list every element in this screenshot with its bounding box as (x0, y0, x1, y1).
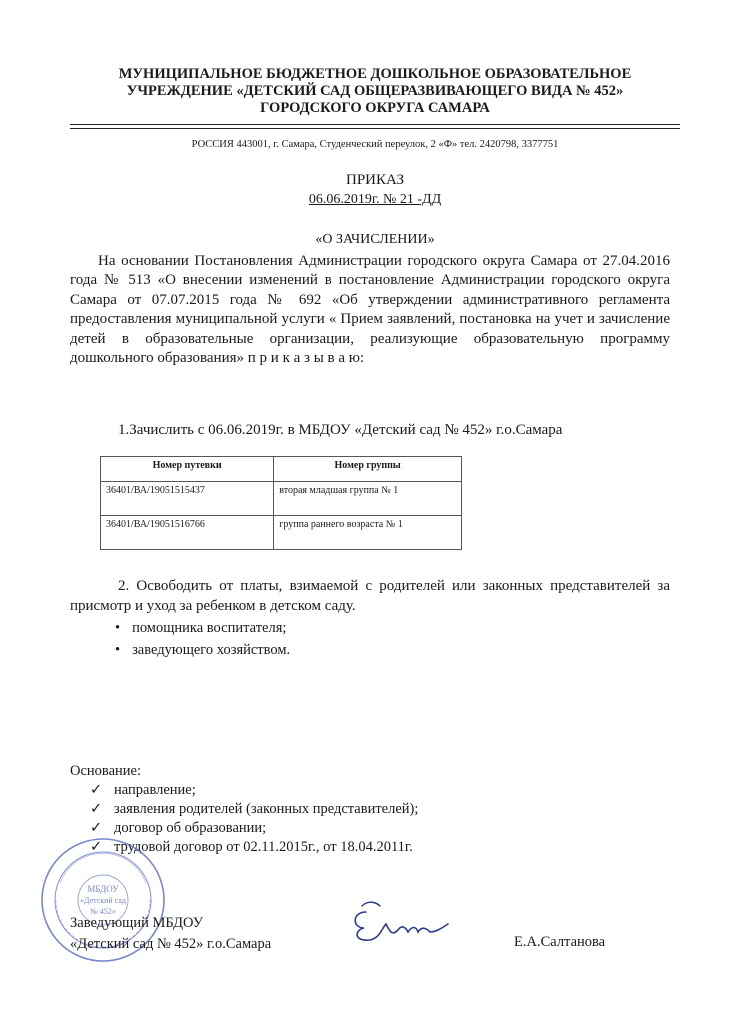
header-rule-thin (70, 128, 680, 129)
signature-icon (346, 898, 466, 946)
grounds-item-text: направление; (114, 782, 196, 798)
svg-text:«Детский сад: «Детский сад (80, 896, 126, 905)
fee-exemption-item: 2. Освободить от платы, взимаемой с родителей или законных представителей за присмотр и уход за ребенком в детском саду. (70, 578, 670, 614)
order-title: ПРИКАЗ (346, 172, 404, 188)
group-name-cell: вторая младшая группа № 1 (274, 482, 462, 516)
order-basis-paragraph: На основании Постановления Администрации городского округа Самара от 27.04.2016 года № 513 «О внесении изменений в постановление Администрации городского округа Самара от 07.07.2015 года № 692 «Об утверждении административного регламента предоставления муниципальной услуги « Прием заявлений, постановка на учет и зачисление детей в образовательные организации, реализующие образовательную программу дошкольного образования» п р и к а з ы в а ю: (70, 253, 670, 367)
table-header-row (101, 457, 462, 482)
exemption-bullet-list (115, 617, 290, 661)
grounds-item-text: договор об образовании; (114, 820, 267, 836)
list-item (90, 800, 418, 819)
grounds-title: Основание: (70, 763, 141, 779)
table-header-group: Номер группы (274, 457, 462, 482)
checkmark-icon: ✓ (90, 820, 103, 836)
checkmark-icon: ✓ (90, 801, 103, 817)
enrollment-table (100, 456, 462, 550)
svg-text:№ 452»: № 452» (90, 907, 116, 916)
signatory-name: Е.А.Салтанова (514, 934, 606, 950)
signatory-position-line-2: «Детский сад № 452» г.о.Самара (70, 936, 272, 952)
svg-text:МБДОУ: МБДОУ (87, 884, 119, 894)
checkmark-icon: ✓ (90, 839, 103, 855)
order-date-number (70, 192, 680, 208)
voucher-number-cell: 36401/ВА/19051515437 (101, 482, 274, 516)
table-row (101, 516, 462, 550)
group-name-cell: группа раннего возраста № 1 (274, 516, 462, 550)
list-item: • заведующего хозяйством. (115, 639, 290, 661)
list-item: • помощника воспитателя; (115, 617, 290, 639)
order-date-number-text: 06.06.2019г. № 21 -ДД (308, 192, 442, 207)
checkmark-icon: ✓ (90, 782, 103, 798)
grounds-item-text: трудовой договор от 02.11.2015г., от 18.04.2011г. (114, 839, 413, 855)
voucher-number-cell: 36401/ВА/19051516766 (101, 516, 274, 550)
handwritten-signature (346, 898, 466, 951)
table-header-voucher: Номер путевки (101, 457, 274, 482)
header-rule-thick (70, 124, 680, 125)
signatory-position (70, 913, 271, 955)
list-item (90, 781, 418, 800)
org-line-3: ГОРОДСКОГО ОКРУГА САМАРА (260, 100, 490, 116)
signatory-position-line-1: Заведующий МБДОУ (70, 915, 203, 931)
enrollment-item: 1.Зачислить с 06.06.2019г. в МБДОУ «Детский сад № 452» г.о.Самара (118, 422, 563, 438)
table-row (101, 482, 462, 516)
org-line-2: УЧРЕЖДЕНИЕ «ДЕТСКИЙ САД ОБЩЕРАЗВИВАЮЩЕГО ВИДА № 452» (126, 83, 624, 99)
org-line-1: МУНИЦИПАЛЬНОЕ БЮДЖЕТНОЕ ДОШКОЛЬНОЕ ОБРАЗОВАТЕЛЬНОЕ (118, 66, 632, 82)
organization-address: РОССИЯ 443001, г. Самара, Студенческий переулок, 2 «Ф» тел. 2420798, 3377751 (191, 139, 559, 150)
order-subject: «О ЗАЧИСЛЕНИИ» (315, 232, 435, 247)
grounds-item-text: заявления родителей (законных представителей); (114, 801, 419, 817)
organization-name (70, 66, 680, 117)
